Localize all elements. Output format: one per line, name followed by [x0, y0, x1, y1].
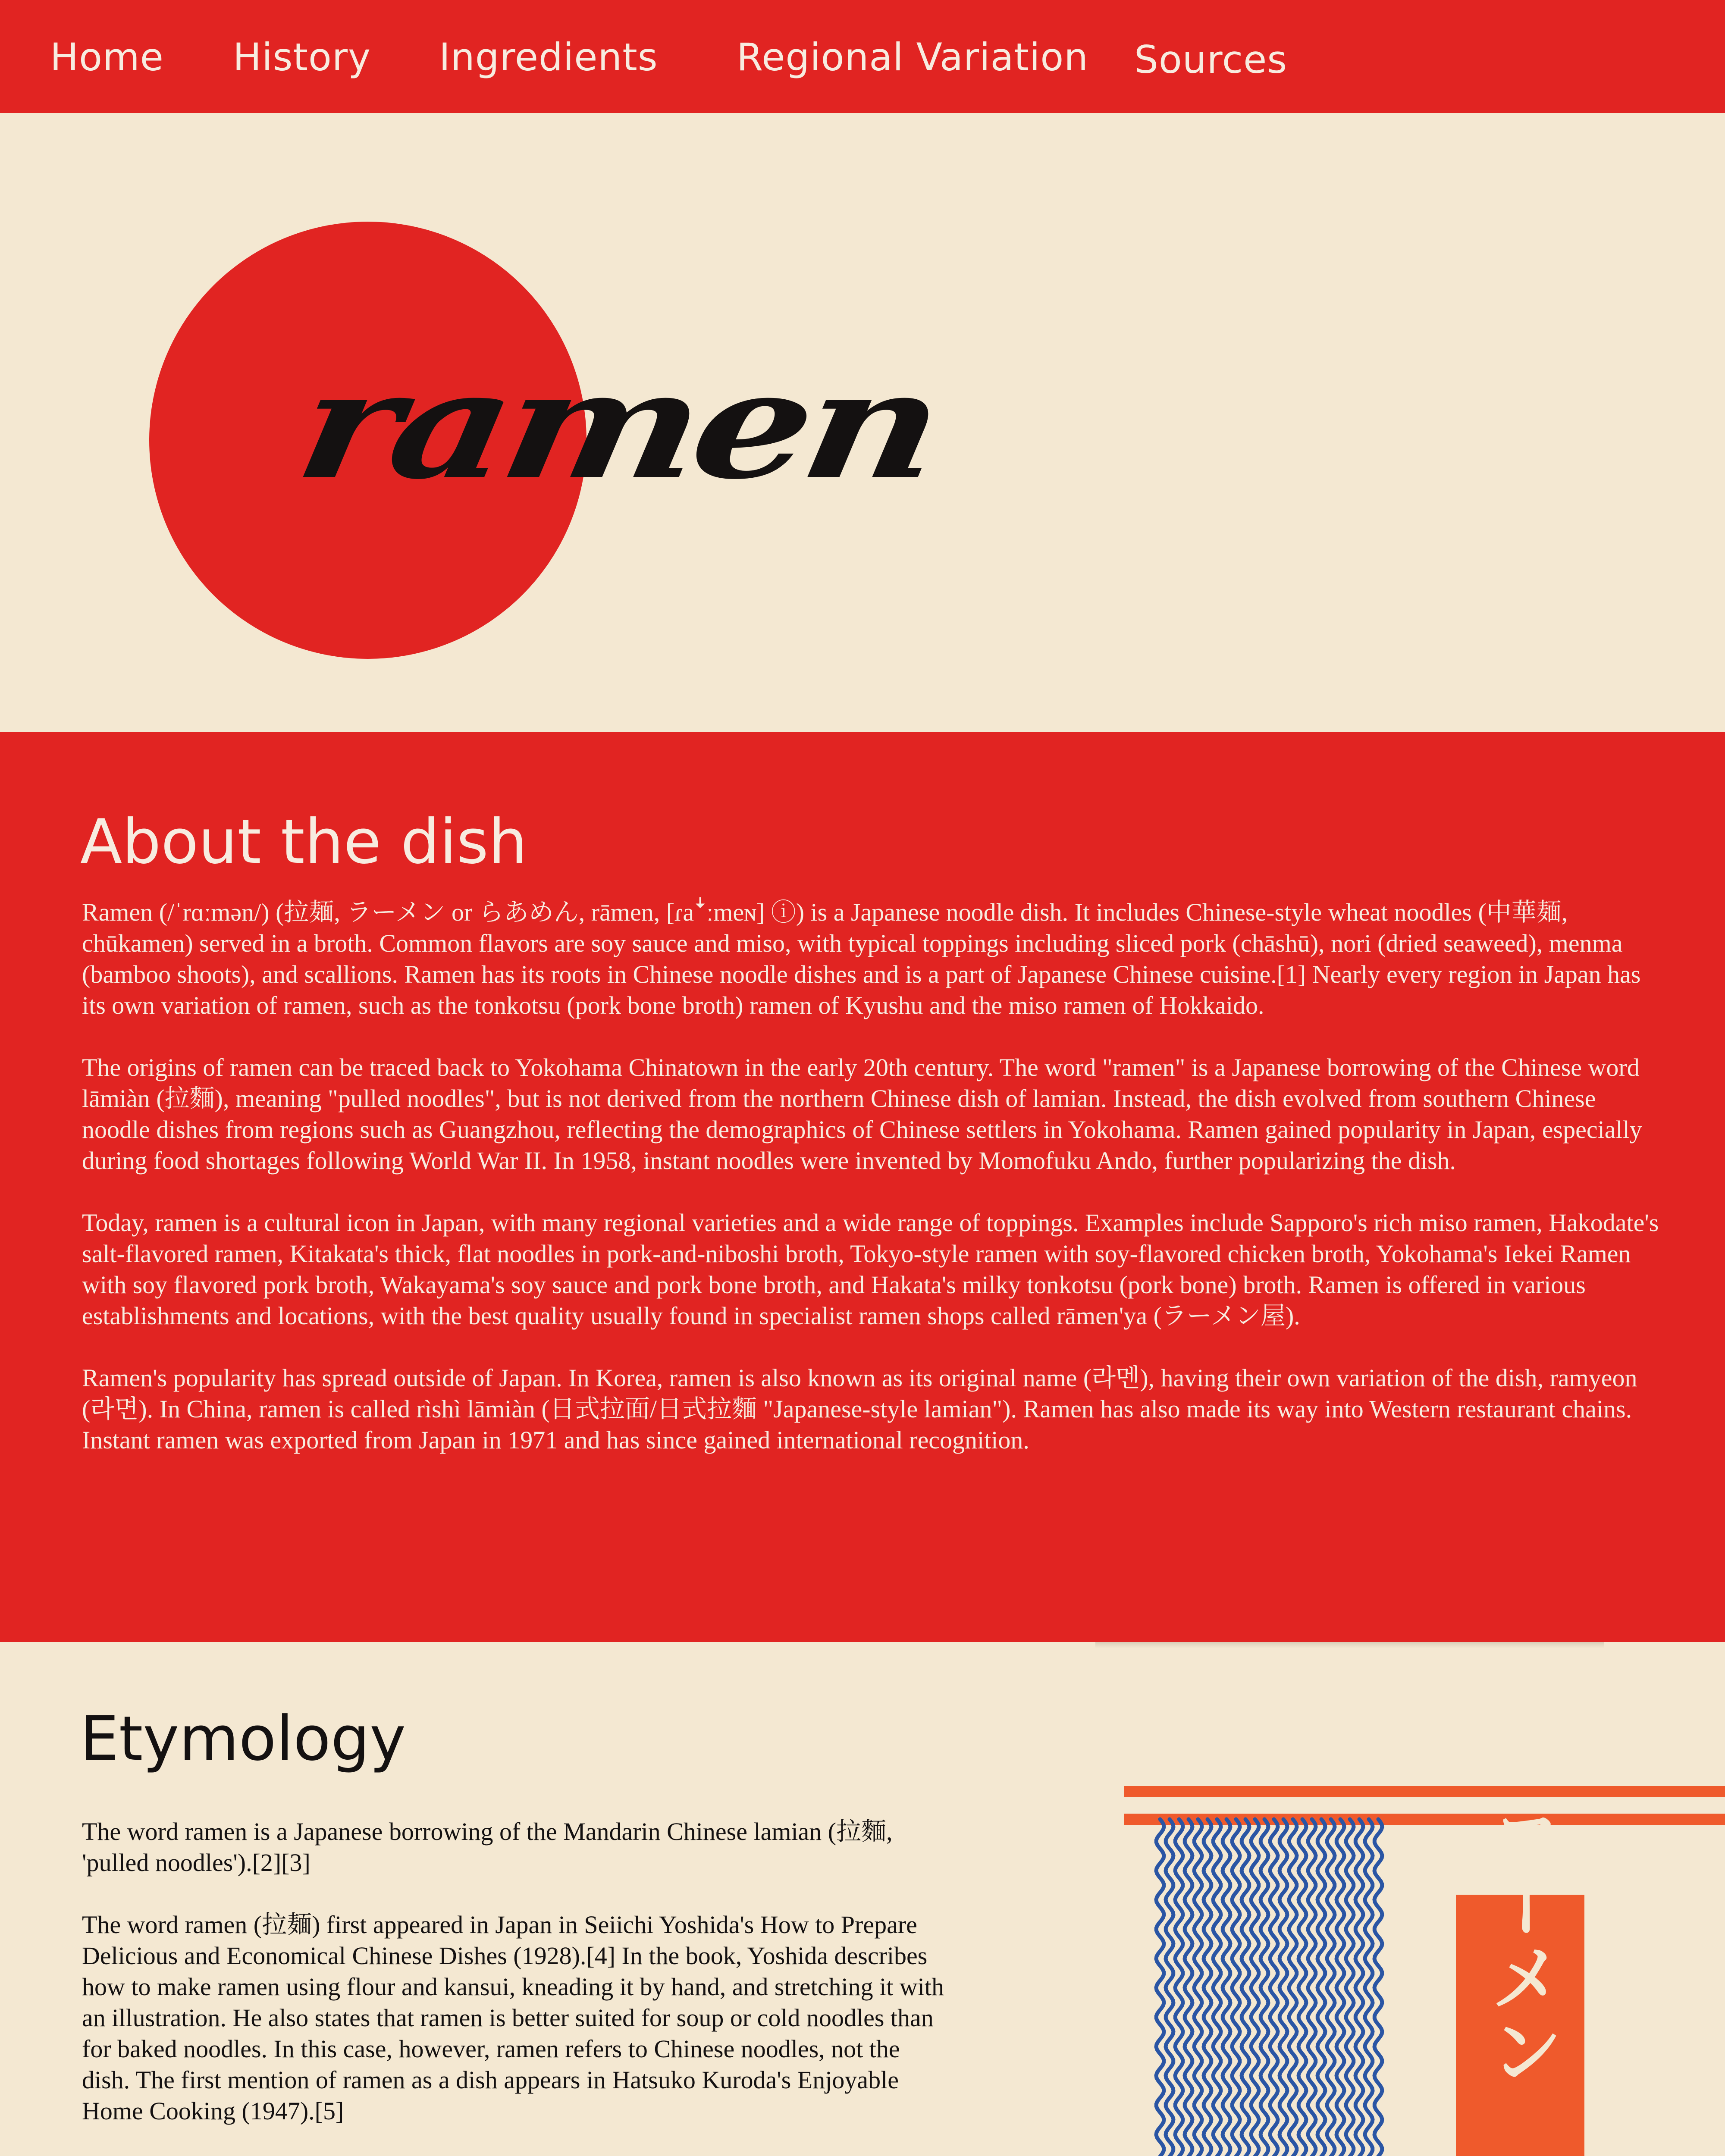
noodle-strand — [1213, 1819, 1221, 2156]
noodle-strand — [1204, 1819, 1211, 2156]
nav-ingredients[interactable]: Ingredients — [439, 35, 658, 79]
noodle-strand — [1156, 1819, 1164, 2156]
noodle-strand — [1194, 1819, 1202, 2156]
noodle-strand — [1336, 1819, 1344, 2156]
noodle-strand — [1308, 1819, 1316, 2156]
ramen-bowl-illustration — [1121, 1770, 1725, 2156]
noodle-strand — [1298, 1819, 1306, 2156]
nav-sources[interactable]: Sources — [1134, 38, 1288, 82]
noodle-strand — [1355, 1819, 1363, 2156]
noodle-strand — [1166, 1819, 1173, 2156]
noodle-strand — [1374, 1819, 1382, 2156]
about-title: About the dish — [80, 806, 527, 877]
top-nav — [0, 0, 1725, 113]
etymology-paragraph-1: The word ramen is a Japanese borrowing of the Mandarin Chinese lamian (拉麵, 'pulled noodles').[2][3] — [82, 1818, 893, 1877]
noodle-strand — [1365, 1819, 1373, 2156]
ramen-logo-text: ramen — [286, 338, 950, 512]
noodle-strand — [1289, 1819, 1297, 2156]
noodle-strand — [1175, 1819, 1183, 2156]
about-paragraph-3: Today, ramen is a cultural icon in Japan, with many regional varieties and a wide range of toppings. Examples include Sapporo's rich miso ramen, Hakodate's salt-flavored ramen, Kitakata's thick, flat noodles in pork-and-niboshi broth, Tokyo-style ramen with soy-flavored chicken broth, Yokohama's Iekei Ramen with soy flavored pork broth, Wakayama's soy sauce and pork bone broth, and Hakata's milky tonkotsu (pork bone) broth. Ramen is offered in various establishments and locations, with the best quality usually found in specialist ramen shops called rāmen'ya (ラーメン屋). — [82, 1209, 1659, 1330]
etymology-section — [0, 1642, 1725, 2156]
about-paragraph-1: Ramen (/ˈrɑːmən/) (拉麺, ラーメン or らあめん, rāmen, [ɾaꜜːmeɴ] ⓘ) is a Japanese noodle dish. It includes Chinese-style wheat noodles (中華麺, chūkamen) served in a broth. Common flavors are soy sauce and miso, with typical toppings including sliced pork (chāshū), nori (dried seaweed), menma (bamboo shoots), and scallions. Ramen has its roots in Chinese noodle dishes and is a part of Japanese Chinese cuisine.[1] Nearly every region in Japan has its own variation of ramen, such as the tonkotsu (pork bone broth) ramen of Kyushu and the miso ramen of Hokkaido. — [82, 898, 1641, 1019]
nav-history[interactable]: History — [233, 35, 371, 79]
noodle-strand — [1346, 1819, 1354, 2156]
noodle-strand — [1280, 1819, 1287, 2156]
noodle-strand — [1317, 1819, 1325, 2156]
nav-regional-variation[interactable]: Regional Variation — [737, 35, 1089, 79]
hero-section — [0, 113, 1725, 732]
about-section — [0, 732, 1725, 1642]
noodle-strand — [1185, 1819, 1192, 2156]
noodle-strand — [1232, 1819, 1240, 2156]
divider-shadow — [1095, 1642, 1604, 1648]
noodle-strand — [1242, 1819, 1249, 2156]
ramen-sign-text: ラーメン — [1477, 1793, 1563, 2087]
about-paragraph-2: The origins of ramen can be traced back to Yokohama Chinatown in the early 20th century. The word "ramen" is a Japanese borrowing of the Chinese word lāmiàn (拉麵), meaning "pulled noodles", but is not derived from the northern Chinese dish of lamian. Instead, the dish evolved from southern Chinese noodle dishes from regions such as Guangzhou, reflecting the demographics of Chinese settlers in Yokohama. Ramen gained popularity in Japan, especially during food shortages following World War II. In 1958, instant noodles were invented by Momofuku Ando, further popularizing the dish. — [82, 1053, 1642, 1175]
etymology-body — [82, 1816, 944, 2156]
chopsticks-icon — [1124, 1786, 1725, 1825]
noodle-strand — [1261, 1819, 1268, 2156]
nav-home[interactable]: Home — [50, 35, 164, 79]
noodle-strand — [1223, 1819, 1230, 2156]
noodle-strand — [1251, 1819, 1259, 2156]
noodle-strand — [1327, 1819, 1335, 2156]
ramen-sign-icon — [1456, 1793, 1584, 2156]
noodle-strand — [1270, 1819, 1278, 2156]
about-paragraph-4: Ramen's popularity has spread outside of Japan. In Korea, ramen is also known as its original name (라멘), having their own variation of the dish, ramyeon (라면). In China, ramen is called rìshì lāmiàn (日式拉面/日式拉麵 "Japanese-style lamian"). Ramen has also made its way into Western restaurant chains. Instant ramen was exported from Japan in 1971 and has since gained international recognition. — [82, 1364, 1637, 1454]
noodles-icon — [1156, 1819, 1382, 2156]
about-body — [82, 897, 1669, 1487]
etymology-paragraph-2: The word ramen (拉麺) first appeared in Japan in Seiichi Yoshida's How to Prepare Delicious and Economical Chinese Dishes (1928).[4] In the book, Yoshida describes how to make ramen using flour and kansui, kneading it by hand, and stretching it with an illustration. He also states that ramen is better suited for soup or cold noodles than for baked noodles. In this case, however, ramen refers to Chinese noodles, not the dish. The first mention of ramen as a dish appears in Hatsuko Kuroda's Enjoyable Home Cooking (1947).[5] — [82, 1911, 944, 2125]
etymology-title: Etymology — [80, 1703, 406, 1774]
